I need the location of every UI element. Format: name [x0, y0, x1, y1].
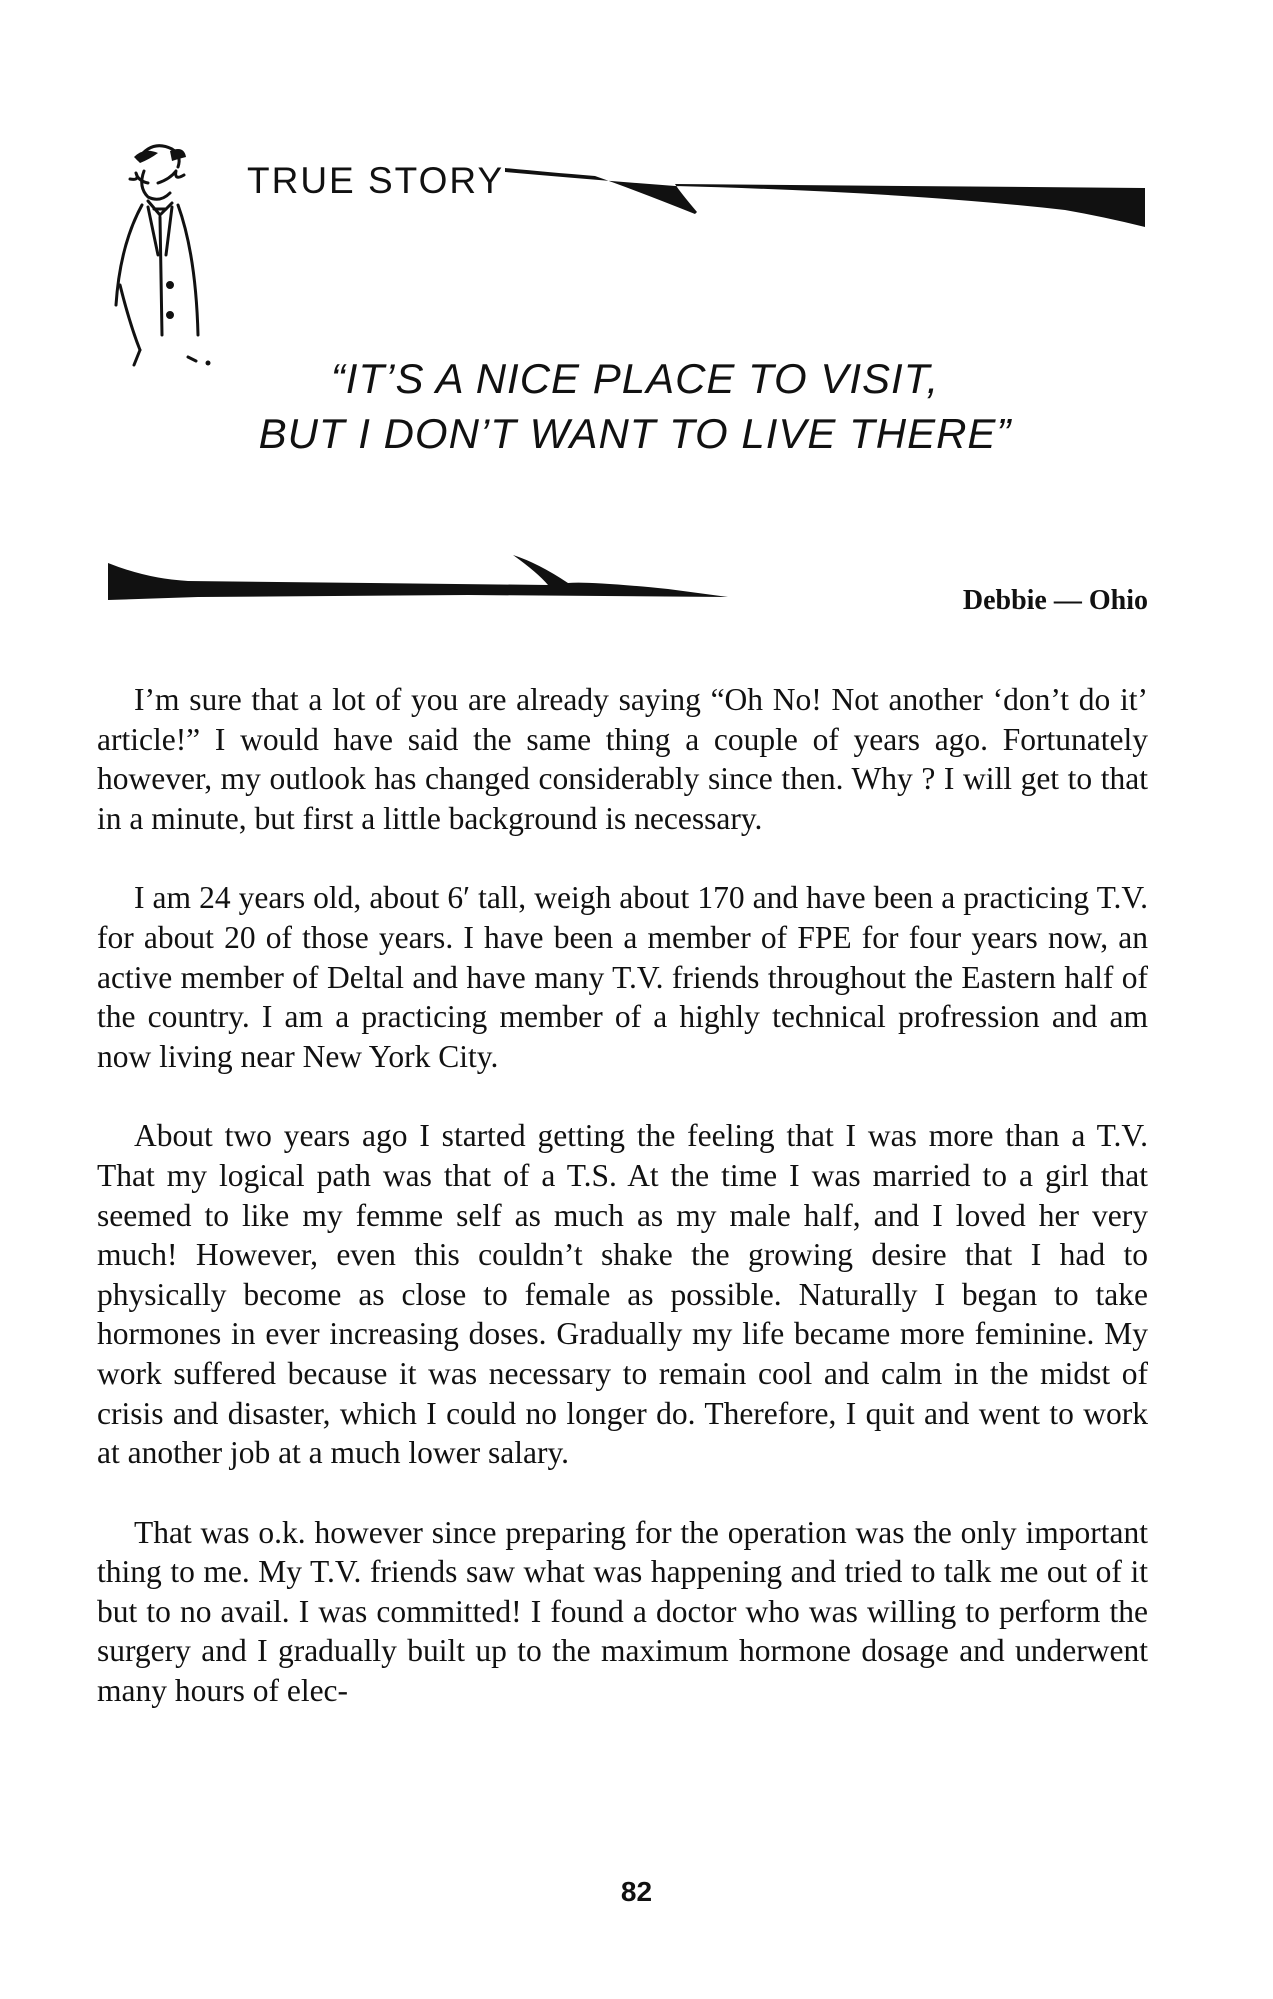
- paragraph-4: That was o.k. however since preparing for the operation was the only important thing to me. My T.V. friends saw what was happening and tried to talk me out of it but to no avail. I was committed! I found a doctor who was willing to perform the surgery and I gradually built up to the maximum hormone dosage and underwent many hours of elec-: [97, 1514, 1148, 1709]
- author-byline: Debbie — Ohio: [962, 585, 1148, 616]
- article-title-line-2: BUT I DON’T WANT TO LIVE THERE”: [258, 410, 1012, 457]
- paragraph-2: I am 24 years old, about 6′ tall, weigh about 170 and have been a practicing T.V. for about 20 of those years. I have been a member of FPE for four years now, an active member of Deltal and have many T.V. friends throughout the Eastern half of the country. I am a practicing member of a highly technical profression and am now living near New York City.: [97, 880, 1148, 1074]
- byline-swash-rule: [108, 555, 748, 605]
- page-number: 82: [620, 1876, 653, 1907]
- header-swash-rule: [505, 162, 1145, 227]
- paragraph-3: About two years ago I started getting the feeling that I was more than a T.V. That my logical path was that of a T.S. At the time I was married to a girl that seemed to like my femme self as much as my male half, and I loved her very much! However, even this couldn’t shake the growing desire that I had to physically become as close to female as possible. Naturally I began to take hormones in ever increasing doses. Gradually my life became more feminine. My work suffered because it was necessary to remain cool and calm in the midst of crisis and disaster, which I could no longer do. Therefore, I quit and went to work at another job at a much lower salary.: [97, 1118, 1148, 1471]
- paragraph-1: I’m sure that a lot of you are already saying “Oh No! Not another ‘don’t do it’ article!” I would have said the same thing a couple of years ago. Fortunately however, my outlook has changed considerably since then. Why ? I will get to that in a minute, but first a little background is necessary.: [97, 682, 1148, 836]
- article-body: [97, 680, 1148, 1711]
- section-label: TRUE STORY: [247, 160, 505, 201]
- article-title-line-1: “IT’S A NICE PLACE TO VISIT,: [330, 355, 940, 402]
